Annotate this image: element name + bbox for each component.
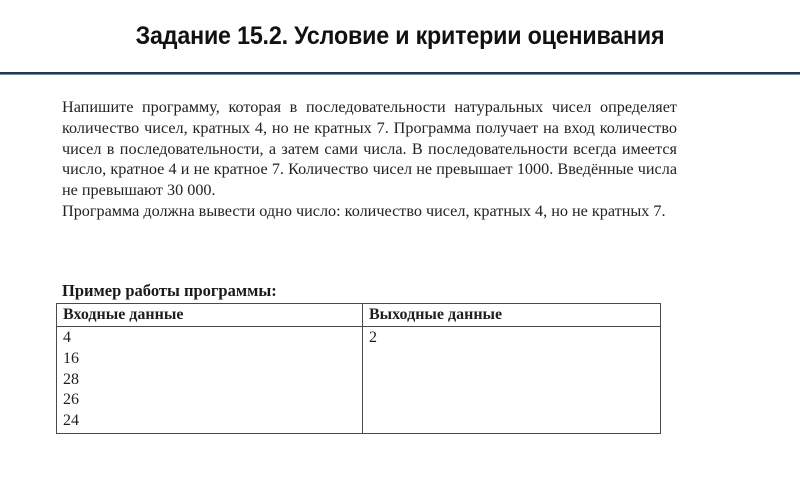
input-line: 28 (63, 370, 79, 388)
table-header-row (57, 304, 661, 327)
header-output: Выходные данные (363, 304, 661, 327)
io-example-table (56, 303, 661, 434)
example-heading: Пример работы программы: (62, 281, 277, 300)
input-line: 26 (63, 391, 79, 409)
input-line: 4 (63, 329, 71, 346)
title-divider (0, 72, 800, 75)
task-statement (62, 97, 677, 222)
input-data-cell (57, 327, 363, 434)
table-row (57, 327, 661, 434)
input-line: 16 (63, 349, 79, 367)
output-data-cell (363, 327, 661, 434)
slide-title: Задание 15.2. Условие и критерии оценивания (135, 22, 665, 50)
header-input: Входные данные (57, 304, 363, 327)
input-line: 24 (63, 412, 79, 430)
task-paragraph-2: Программа должна вывести одно число: количество чисел, кратных 4, но не кратных 7. (62, 201, 666, 220)
task-paragraph-1: Напишите программу, которая в последовательности натуральных чисел определяет количество чисел, кратных 4, но не кратных 7. Программа получает на вход количество чисел в последовательности, а затем сами числа. В последовательности всегда имеется число, кратное 4 и не кратное 7. Количество чисел не превышает 1000. Введённые числа не превышают 30 000. (62, 98, 677, 200)
output-line: 2 (369, 329, 377, 346)
